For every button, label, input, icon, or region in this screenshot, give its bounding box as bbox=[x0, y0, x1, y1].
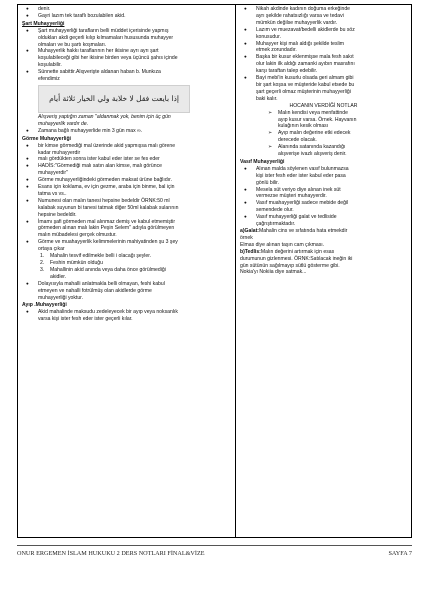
text-line: ● Gayri lazım tek taraflı bozulabilen akid. bbox=[38, 12, 126, 19]
text-line: kalabak suyunun bi tanesi tatmak diğer 50ml kalabak sularının bbox=[38, 204, 179, 211]
list-item bbox=[240, 130, 407, 144]
text-line: baki kalır. bbox=[256, 95, 278, 102]
text-line: ● Mesela süt veriyo diye alınan inek süt bbox=[256, 186, 341, 193]
section-heading: Vasıf Muhayyerliği bbox=[240, 158, 285, 165]
list-item bbox=[240, 214, 407, 228]
text-line: oldukları akdi geçerli kılıp kılmamaları hususunda muhayyer bbox=[38, 34, 174, 41]
text-line: koşulabileceği gibi her ikisine birden veya üçüncü şahıs içinde bbox=[38, 55, 178, 62]
text-line: ● Sünnette sabittir.Alışverişte aldanan haban b. Munkıza bbox=[38, 69, 161, 76]
list-item bbox=[22, 177, 231, 184]
text-line: muhayyerdir'' bbox=[38, 170, 68, 177]
text-line: ● bir kimse görmediği mal üzerinde akid yapmışsa malı görene bbox=[38, 142, 176, 149]
item-number: 1. bbox=[40, 253, 45, 260]
notes-table bbox=[17, 4, 412, 538]
list-item bbox=[240, 187, 407, 201]
list-item bbox=[22, 309, 231, 323]
text-line: malın mübadelesi gerçek olmustur. bbox=[38, 232, 117, 239]
teacher-notes-title: HOCANIN VERDİĞİ NOTLAR bbox=[289, 102, 358, 109]
section-heading: Görme Muhayyerliği bbox=[22, 135, 71, 142]
text-line: hepsine bedeldir. bbox=[38, 211, 77, 218]
text-line: ● Zamana bağlı muhayyerlide min 3 gün max ∞. bbox=[38, 127, 143, 134]
text-line: gün sütünün sağılmayıp sütlü gösterme gibi. bbox=[240, 262, 340, 269]
text-line: ➢ Malın kendisi veya menfattinde bbox=[278, 109, 348, 116]
text-line: bir şart koşsa ve müşteride kabul etsede bu bbox=[256, 81, 355, 88]
text-line: karşı taraftan talep edebilir. bbox=[256, 68, 318, 75]
list-item bbox=[240, 75, 407, 103]
text-line: tatma vs vs.. bbox=[38, 190, 67, 197]
arabic-hadith-image: إذا بايعت فقل لا خلابة ولي الخيار ثلاثة أيام bbox=[38, 85, 190, 113]
right-column bbox=[236, 5, 411, 537]
list-item bbox=[22, 219, 231, 240]
list-item bbox=[22, 28, 231, 49]
numbered-item bbox=[22, 260, 231, 267]
list-item bbox=[22, 6, 231, 13]
text-line: Alışveriş yaptığın zaman ''aldanmak yok, benim için üç gün bbox=[38, 113, 171, 120]
text-line: ● Lazım ve muezavat/bedelli akidlerde bu söz bbox=[256, 26, 355, 33]
text-line: ● Başka bir kusur eklenmişse mala fesh sakıt bbox=[256, 54, 354, 61]
text-line: alışverişe ivazlı alışveriş denir. bbox=[278, 151, 347, 158]
list-item bbox=[22, 163, 231, 177]
text-line: Mahallinin akid anında veya daha önce görülmediği bbox=[50, 266, 166, 273]
footer-divider bbox=[17, 545, 412, 546]
text-line: çağrıştırmaktadır. bbox=[256, 221, 296, 228]
text-line: kulağının kesik olması bbox=[278, 123, 329, 130]
text-line: ● Şart muhayyerliği tarafların belli müddet içerisinde yapmış bbox=[38, 27, 169, 34]
list-item bbox=[22, 239, 231, 253]
text-line: ● HADİS:''Görmediği malı satın alan kimse, malı görünce bbox=[38, 163, 162, 170]
list-item bbox=[22, 48, 231, 69]
hadith-caption bbox=[22, 114, 231, 128]
numbered-item bbox=[22, 267, 231, 281]
text-line: akidler. bbox=[50, 273, 67, 280]
text-line: varsa kişi ister fesh eder ister geçerli kılar. bbox=[38, 316, 133, 323]
text-line: muhayyerlik vardır de. bbox=[38, 120, 89, 127]
text-line: Elmas diye alınan taşın cam çıkması. bbox=[240, 241, 325, 248]
text-line: ● Görme ve muahayyerlik kelimmelerinin mahiyatinden şu 3 şey bbox=[38, 239, 178, 246]
text-line: ● Vasıf muahayyerliği sadece mebide değil bbox=[256, 200, 349, 207]
bullet-list bbox=[22, 281, 231, 302]
text-line: derecede olacak. bbox=[278, 137, 317, 144]
text-line: Mahalin tesvif edilmekle belli i olacağı şeyler. bbox=[50, 253, 152, 260]
text-line: ● Dolayısıyla mahalli anlatmakla belli olmayan, feshi kabul bbox=[38, 280, 165, 287]
text-line: ● Nikah akdinde kadının doğuma erkeğinde bbox=[256, 6, 351, 12]
footer-title: ONUR ERGEMEN İSLAM HUKUKU 2 DERS NOTLARI FİNAL&VİZE bbox=[17, 550, 205, 557]
list-item bbox=[22, 184, 231, 198]
text-line: şart geçerli olmaz müşterinin muhayyerliği bbox=[256, 88, 351, 95]
text-line: vermezse müşteri muhayyerdir. bbox=[256, 193, 327, 200]
text-line: kişi ister fesh eder ister kabul eder pasa bbox=[256, 172, 346, 179]
text-line: gönlü bilir. bbox=[256, 179, 279, 186]
list-item bbox=[240, 6, 407, 27]
text-line: ● Esans için koklama, ev için gezme, araba için binme, bal için bbox=[38, 184, 175, 191]
text-line: ● İmamı şafi görmeden mal alınmaz demiş ve kabul etmemiştir bbox=[38, 218, 176, 225]
text-line: ● Muhayyerlik hakkı taraflarının her ikisine ayrı ayrı şart bbox=[38, 48, 159, 55]
bullet-list bbox=[240, 110, 407, 158]
text-line: ● Vasıf muhayyerliği galat ve tedliside bbox=[256, 214, 337, 221]
text-line: ● Akid mahalinde maksudu zedeleyecek bir ayıp veya noksanlık bbox=[38, 309, 178, 316]
list-item bbox=[22, 128, 231, 135]
text-line: kadar muhayyerdir bbox=[38, 149, 81, 156]
bullet-list bbox=[22, 28, 231, 83]
tedlis-label: b)Tedlis: bbox=[240, 248, 261, 255]
list-item bbox=[240, 41, 407, 55]
text-line: ● denir. bbox=[38, 6, 51, 12]
numbered-list bbox=[22, 253, 231, 281]
text-line: koşulabilir. bbox=[38, 62, 62, 69]
text-line: etmeyen ve nahalli fotrülmüş olan akidlerde görme bbox=[38, 287, 152, 294]
bullet-list bbox=[240, 6, 407, 103]
section-heading: Şart Muhayyerliği bbox=[22, 20, 65, 27]
text-line: ayrı şekilde rahatsızlığı varsa ve tedavi bbox=[256, 12, 344, 19]
text-line: ➢ Alanında satanında kazandığı bbox=[278, 144, 346, 151]
list-item bbox=[240, 144, 407, 158]
list-item bbox=[22, 281, 231, 302]
left-column bbox=[18, 5, 236, 537]
galat-definition: a)Galat:Mahalin cins ve sıfatında hata etmekdir örnek Elmas diye alınan taşın cam çıkması. bbox=[240, 228, 407, 249]
text-line: olmaları ve bu şartı koşmaları. bbox=[38, 41, 107, 48]
footer-page-number: SAYFA 7 bbox=[388, 550, 412, 557]
list-item bbox=[240, 110, 407, 131]
text-line: mümkün değilse muhayyerlik vardır. bbox=[256, 19, 338, 26]
text-line: etmek zorundadır. bbox=[256, 47, 297, 54]
bullet-list bbox=[22, 128, 231, 135]
galat-label: a)Galat: bbox=[240, 228, 259, 234]
bullet-list bbox=[22, 6, 231, 20]
text-line: ➢ Ayıp malın değerine etki edecek bbox=[278, 130, 351, 137]
tedlis-definition: b)Tedlis:Malın değerini artırmak için esas durumunun gizlenmesi. ÖRNK:Satılacak ineğin iki gün sütünün sağılmayıp sütlü gösterme gibi. Nokia'yı Nokiia diye satmak... bbox=[240, 249, 407, 277]
text-line: Feshin mümkün olduğu bbox=[50, 260, 103, 266]
text-line: semendede olur. bbox=[256, 207, 294, 214]
text-line: konusudur. bbox=[256, 33, 281, 40]
list-item bbox=[240, 27, 407, 41]
bullet-list bbox=[22, 143, 231, 254]
text-line: ayıp kusur varsa. Örnek. Hayvanın bbox=[278, 116, 357, 123]
list-item bbox=[22, 13, 231, 20]
text-line: ● Alınan malda söylenen vasıf bulunmazsa bbox=[256, 165, 349, 172]
list-item bbox=[22, 143, 231, 157]
item-number: 2. bbox=[40, 260, 45, 266]
text-line: ● Muhayyer kişi malı aldığı şekilde teslim bbox=[256, 40, 345, 47]
text-line: Nokia'yı Nokiia diye satmak... bbox=[240, 269, 307, 276]
text-line: durumunun gizlenmesi. ÖRNK:Satılacak ineğin iki bbox=[240, 255, 353, 262]
text-line: olur lakin ilk aldığı zamanki ayıbın masrafını bbox=[256, 61, 355, 68]
text-line: ortaya çıkar bbox=[38, 246, 65, 253]
bullet-list bbox=[240, 166, 407, 228]
text-line: efendimiz bbox=[38, 76, 60, 83]
bullet-list bbox=[22, 309, 231, 323]
list-item bbox=[240, 166, 407, 187]
text-line: ● Numunesi olan malın tanesi hepsine bedeldir ÖRNK:50 ml bbox=[38, 197, 170, 204]
list-item bbox=[240, 200, 407, 214]
list-item bbox=[240, 54, 407, 75]
text-line: görmeden alınan malı lakin Peşin Selem'' adıyla görülmeyen bbox=[38, 225, 175, 232]
text-line: muhayyerliği yoktur. bbox=[38, 294, 84, 301]
list-item bbox=[22, 69, 231, 83]
text-line: ● malı gördükten sonra ister kabul eder ister se fes eder bbox=[38, 156, 160, 163]
section-heading: Ayıp .Muhayyerliği bbox=[22, 302, 67, 309]
text-line: ● Bayi mebi'in kusurlu olsada geri almam gibi bbox=[256, 75, 354, 82]
text-line: ● Görme muhayyerliğindeki görmeden maksat ürüne bağlıdır. bbox=[38, 177, 172, 184]
text-line: örnek bbox=[240, 234, 253, 241]
list-item bbox=[22, 198, 231, 219]
item-number: 3. bbox=[40, 266, 45, 273]
numbered-item bbox=[22, 253, 231, 260]
